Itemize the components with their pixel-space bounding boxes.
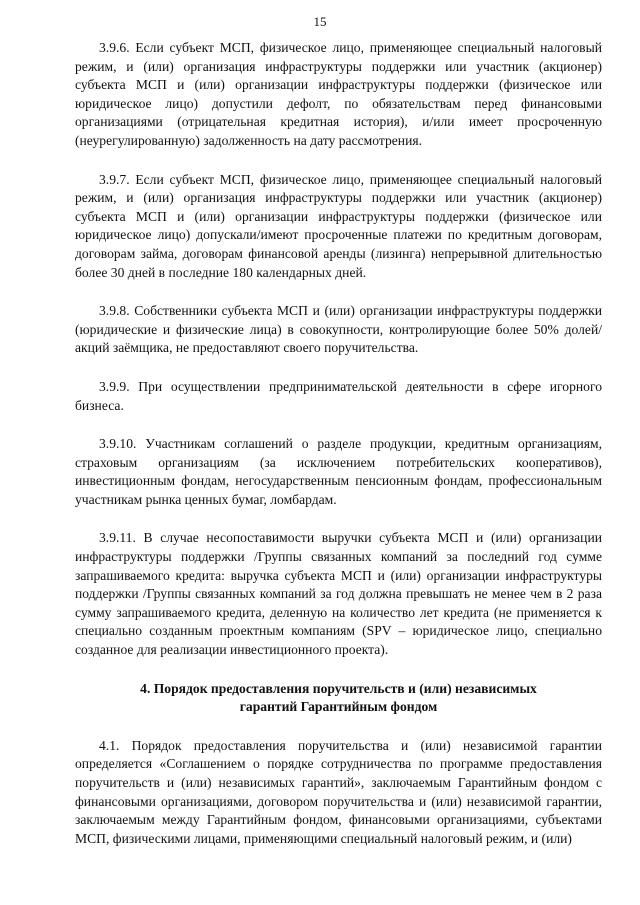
paragraph-3-9-6: 3.9.6. Если субъект МСП, физическое лицо, применяющее специальный налоговый режим, и (или) организация инфраструктуры поддержки или участник (акционер) субъекта МСП и (или) организации инфраструктуры поддержки (физическое или юридическое лицо) допустили дефолт, по обязательствам перед финансовыми организациями (отрицательная кредитная история), и/или имеет просроченную (неурегулированную) задолженность на дату рассмотрения. <box>75 40 602 148</box>
section-heading <box>75 680 602 717</box>
section-heading-line-1: 4. Порядок предоставления поручительств и (или) независимых <box>140 680 537 696</box>
paragraph-3-9-10: 3.9.10. Участникам соглашений о разделе продукции, кредитным организациям, страховым организациям (за исключением потребительских кооперативов), инвестиционным фондам, негосударственным пенсионным фондам, профессиональным участникам рынка ценных бумаг, ломбардам. <box>75 436 602 507</box>
paragraph-3-9-9: 3.9.9. При осуществлении предпринимательской деятельности в сфере игорного бизнеса. <box>75 378 602 413</box>
paragraph-3-9-8: 3.9.8. Собственники субъекта МСП и (или) организации инфраструктуры поддержки (юридические и физические лица) в совокупности, контролирующие более 50% долей/акций заёмщика, не предоставляют своего поручительства. <box>75 303 602 356</box>
paragraph-4-1: 4.1. Порядок предоставления поручительства и (или) независимой гарантии определяется «Соглашением о порядке сотрудничества по программе предоставления поручительств и (или) независимых гарантий», заключаемым Гарантийным фондом с финансовыми организациями, договором поручительства и (или) независимой гарантии, заключаемым между Гарантийным фондом, финансовыми организациями, субъектами МСП, физическими лицами, применяющими специальный налоговый режим, и (или) <box>75 737 602 846</box>
paragraph-3-9-11: 3.9.11. В случае несопоставимости выручки субъекта МСП и (или) организации инфраструктуры поддержки /Группы связанных компаний за последний год сумме запрашиваемого кредита: выручка субъекта МСП и (или) организации инфраструктуры поддержки /Группы связанных компаний за год должна превышать не менее чем в 2 раза сумму запрашиваемого кредита, деленную на количество лет кредита (не применяется к специально созданным проектным компаниям (SPV – юридическое лицо, специально созданное для реализации инвестиционного проекта). <box>75 530 602 658</box>
page-number: 15 <box>313 14 327 29</box>
section-heading-line-2: гарантий Гарантийным фондом <box>239 699 438 715</box>
paragraph-3-9-7: 3.9.7. Если субъект МСП, физическое лицо, применяющее специальный налоговый режим, и (или) организация инфраструктуры поддержки или участник (акционер) субъекта МСП и (или) организации инфраструктуры поддержки (физическое или юридическое лицо) допускали/имеют просроченные платежи по кредитным договорам, договорам займа, договорам финансовой аренды (лизинга) непрерывной длительностью более 30 дней в последние 180 календарных дней. <box>75 171 602 280</box>
